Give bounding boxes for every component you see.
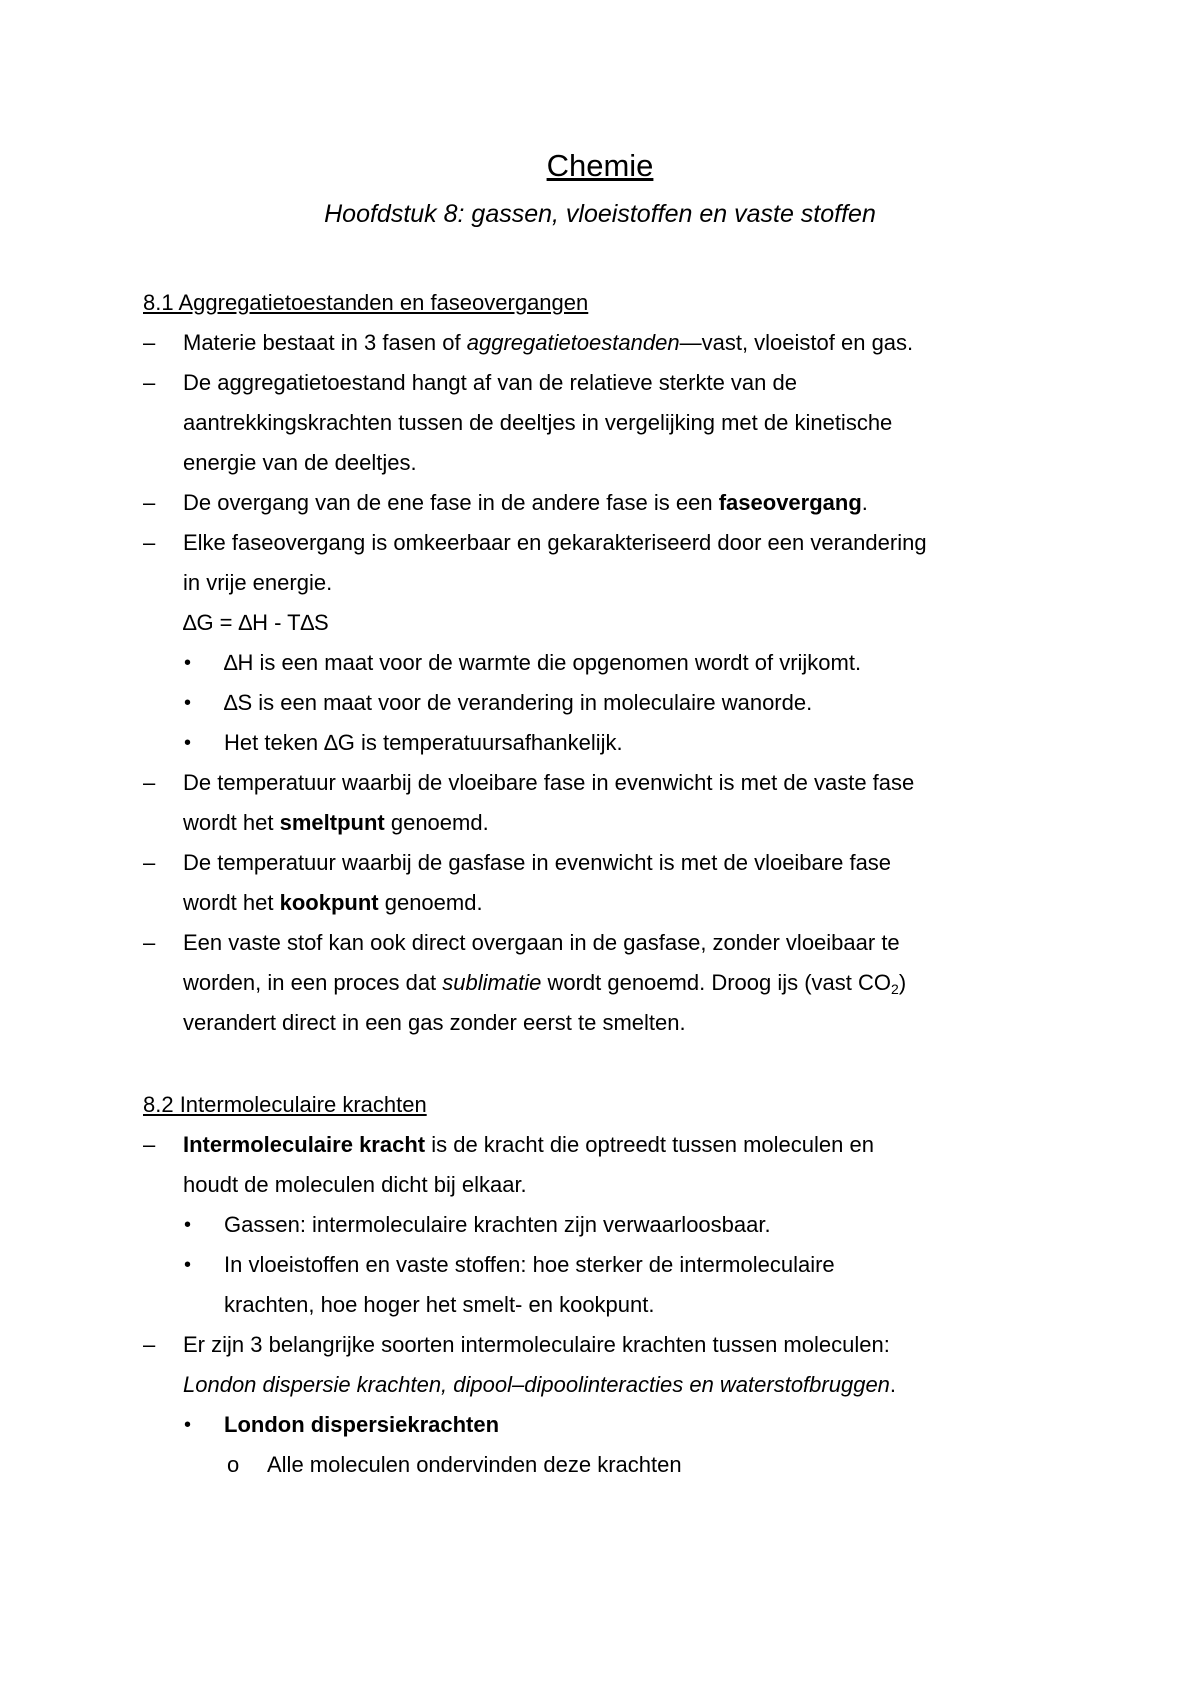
emphasis-text: London dispersie krachten, dipool–dipoolinteracties en waterstofbruggen	[183, 1372, 890, 1397]
sub-bullet-item	[143, 1445, 1063, 1485]
list-item-continuation	[143, 443, 1063, 483]
list-item-continuation	[143, 563, 1063, 603]
bullet-marker: •	[184, 1214, 192, 1236]
bold-term: London dispersiekrachten	[224, 1412, 500, 1437]
bullet-item	[143, 643, 1063, 683]
list-item-continuation	[143, 1003, 1063, 1043]
list-item-continuation	[143, 963, 1063, 1003]
dash-marker: –	[143, 1132, 156, 1157]
list-item-continuation	[143, 803, 1063, 843]
text: Het teken ∆G is temperatuursafhankelijk.	[224, 730, 623, 755]
list-item	[143, 763, 1063, 803]
bullet-marker: •	[184, 732, 192, 754]
text: is de kracht die optreedt tussen moleculen en	[425, 1132, 874, 1157]
bullet-item-continuation	[143, 1285, 1063, 1325]
bold-term: smeltpunt	[279, 810, 385, 835]
text: verandert direct in een gas zonder eerst te smelten.	[183, 1010, 686, 1035]
text: wordt genoemd. Droog ijs (vast CO	[541, 970, 892, 995]
list-item	[143, 363, 1063, 403]
bold-term: kookpunt	[279, 890, 379, 915]
dash-marker: –	[143, 770, 156, 795]
emphasis-text: sublimatie	[442, 970, 542, 995]
text: .	[889, 1372, 897, 1397]
text: De temperatuur waarbij de gasfase in evenwicht is met de vloeibare fase	[183, 850, 892, 875]
text: houdt de moleculen dicht bij elkaar.	[183, 1172, 527, 1197]
bullet-marker: •	[184, 1414, 192, 1436]
text: aantrekkingskrachten tussen de deeltjes in vergelijking met de kinetische	[183, 410, 893, 435]
text: Gassen: intermoleculaire krachten zijn verwaarloosbaar.	[224, 1212, 771, 1237]
bullet-item	[143, 683, 1063, 723]
list-item	[143, 483, 1063, 523]
list-item	[143, 843, 1063, 883]
text: Alle moleculen ondervinden deze krachten	[267, 1452, 682, 1477]
dash-marker: –	[143, 490, 156, 515]
bold-term: faseovergang	[718, 490, 862, 515]
text: genoemd.	[378, 890, 483, 915]
text: )	[898, 970, 907, 995]
text: ∆S is een maat voor de verandering in moleculaire wanorde.	[224, 690, 813, 715]
bullet-item	[143, 723, 1063, 763]
section-8-2	[143, 1085, 1063, 1485]
dash-marker: –	[143, 1332, 156, 1357]
page-title: Chemie	[546, 148, 654, 183]
text: De overgang van de ene fase in de andere fase is een	[183, 490, 719, 515]
text: De aggregatietoestand hangt af van de relatieve sterkte van de	[183, 370, 797, 395]
list-item	[143, 523, 1063, 563]
text: Materie bestaat in 3 fasen of	[183, 330, 467, 355]
list-item	[143, 1125, 1063, 1165]
section-8-1	[143, 283, 1063, 1043]
text: genoemd.	[384, 810, 489, 835]
formula-text: ∆G = ∆H - T∆S	[183, 610, 329, 635]
text: —vast, vloeistof en gas.	[679, 330, 914, 355]
bold-term: Intermoleculaire kracht	[183, 1132, 426, 1157]
text: De temperatuur waarbij de vloeibare fase in evenwicht is met de vaste fase	[183, 770, 915, 795]
list-item-continuation	[143, 883, 1063, 923]
bullet-item	[143, 1245, 1063, 1285]
list-item	[143, 923, 1063, 963]
text: krachten, hoe hoger het smelt- en kookpunt.	[224, 1292, 655, 1317]
section-heading: 8.2 Intermoleculaire krachten	[143, 1092, 427, 1117]
bullet-marker: •	[184, 652, 192, 674]
dash-marker: –	[143, 930, 156, 955]
list-item-continuation	[143, 1165, 1063, 1205]
list-item-continuation	[143, 403, 1063, 443]
list-item	[143, 323, 1063, 363]
text: In vloeistoffen en vaste stoffen: hoe sterker de intermoleculaire	[224, 1252, 835, 1277]
section-heading: 8.1 Aggregatietoestanden en faseovergangen	[143, 290, 589, 315]
text: ∆H is een maat voor de warmte die opgenomen wordt of vrijkomt.	[224, 650, 862, 675]
emphasis-text: aggregatietoestanden	[466, 330, 680, 355]
text: wordt het	[183, 890, 280, 915]
text: in vrije energie.	[183, 570, 333, 595]
dash-marker: –	[143, 370, 156, 395]
text: worden, in een proces dat	[183, 970, 443, 995]
text: Een vaste stof kan ook direct overgaan in de gasfase, zonder vloeibaar te	[183, 930, 900, 955]
bullet-item	[143, 1405, 1063, 1445]
dash-marker: –	[143, 530, 156, 555]
dash-marker: –	[143, 850, 156, 875]
circle-marker: o	[227, 1452, 240, 1477]
text: energie van de deeltjes.	[183, 450, 417, 475]
dash-marker: –	[143, 330, 156, 355]
list-item	[143, 1325, 1063, 1365]
text: .	[861, 490, 868, 515]
page-subtitle: Hoofdstuk 8: gassen, vloeistoffen en vaste stoffen	[324, 200, 876, 228]
bullet-item	[143, 1205, 1063, 1245]
text: Er zijn 3 belangrijke soorten intermoleculaire krachten tussen moleculen:	[183, 1332, 890, 1357]
bullet-marker: •	[184, 692, 192, 714]
formula	[143, 603, 1063, 643]
text: wordt het	[183, 810, 280, 835]
subscript: 2	[891, 981, 899, 997]
bullet-marker: •	[184, 1254, 192, 1276]
text: Elke faseovergang is omkeerbaar en gekarakteriseerd door een verandering	[183, 530, 927, 555]
list-item-continuation	[143, 1365, 1063, 1405]
